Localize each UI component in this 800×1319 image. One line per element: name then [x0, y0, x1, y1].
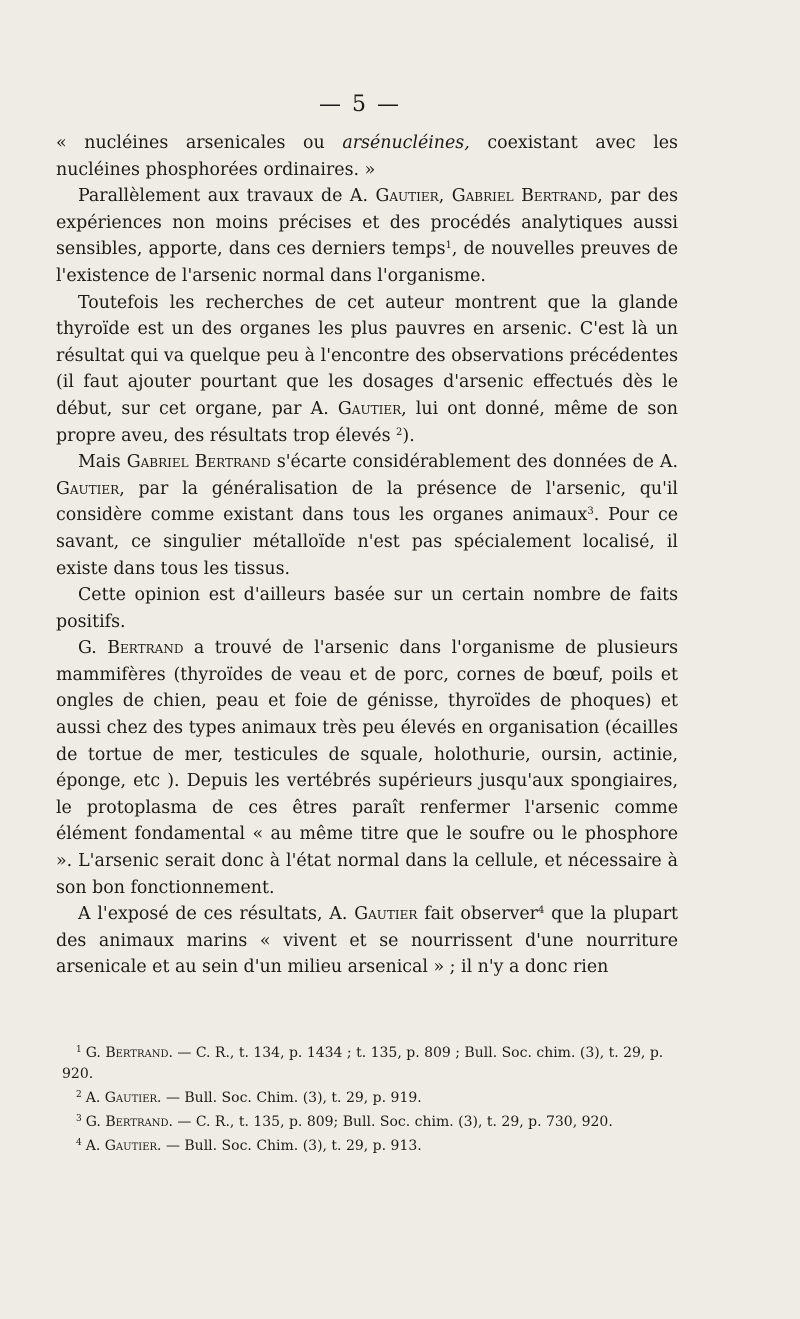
text-run: A.	[85, 1138, 105, 1154]
text-run: A l'exposé de ces résultats, A.	[78, 904, 355, 925]
text-run: Toutefois les recherches de cet auteur montrent que la glande thyroïde est un des organes les plus pauvres en arsenic. C'est là un résultat qui va quelque peu à l'encontre des observations précédentes (il faut ajouter pourtant que les dosages d'arsenic effectués dès le début, sur cet organe, par A.	[56, 292, 678, 419]
footnote	[62, 1109, 694, 1133]
footnote-number: 3	[76, 1114, 82, 1124]
text-run: . — C. R., t. 134, p. 1434 ; t. 135, p. 809 ; Bull. Soc. chim. (3), t. 29, p. 920.	[62, 1045, 664, 1082]
paragraph	[56, 290, 678, 450]
text-run: « nucléines arsenicales ou	[56, 133, 343, 153]
author-name: Gautier	[354, 904, 418, 925]
author-name: Gautier	[337, 398, 402, 419]
text-run: , de nouvelles preuves de l'existence de l'arsenic normal dans l'organisme.	[56, 239, 678, 286]
text-run: . Pour ce savant, ce singulier métalloïde n'est pas spécialement localisé, il existe dans tous les tissus.	[56, 505, 678, 579]
footnote-number: 4	[76, 1138, 82, 1148]
text-run: Cette opinion est d'ailleurs basée sur un certain nombre de faits positifs.	[56, 585, 678, 632]
paragraph	[56, 635, 678, 901]
paragraph	[56, 582, 678, 635]
footnote-ref: 1	[445, 240, 452, 252]
text-run: fait observer	[417, 904, 538, 925]
body-text	[56, 130, 678, 981]
paragraph	[56, 130, 678, 183]
author-name: Gabriel Bertrand	[126, 452, 271, 473]
text-run: . — Bull. Soc. Chim. (3), t. 29, p. 913.	[157, 1138, 422, 1154]
text-run: ).	[402, 425, 415, 446]
text-run: que la plupart des animaux marins « vivent et se nourrissent d'une nourriture arsenicale et au sein d'un milieu arsenical » ; il n'y a donc rien	[56, 904, 678, 978]
author-name: Bertrand	[107, 638, 184, 659]
text-run: coexistant avec les nucléines phosphorées ordinaires. »	[56, 133, 678, 180]
author-name: Gabriel Bertrand	[451, 186, 598, 207]
author-name: Gautier	[375, 186, 439, 207]
paragraph	[56, 901, 678, 981]
footnote-ref: 3	[587, 506, 594, 518]
author-name: Bertrand	[105, 1045, 169, 1061]
author-name: Bertrand	[105, 1114, 169, 1130]
text-run: G.	[78, 638, 108, 659]
text-run: Mais	[78, 452, 127, 473]
text-run: A.	[85, 1090, 105, 1106]
paragraph	[56, 183, 678, 289]
paragraph	[56, 449, 678, 582]
footnote	[62, 1085, 694, 1109]
text-run: G.	[85, 1114, 106, 1130]
italic-term: arsénucléines,	[342, 133, 470, 153]
footnote-number: 1	[76, 1045, 82, 1055]
text-run: . — C. R., t. 135, p. 809; Bull. Soc. chim. (3), t. 29, p. 730, 920.	[168, 1114, 613, 1130]
text-run: a trouvé de l'arsenic dans l'organisme de plusieurs mammifères (thyroïdes de veau et de porc, cornes de bœuf, poils et ongles de chien, peau et foie de génisse, thyroïdes de phoques) et aussi chez des types animaux très peu élevés en organisation (écailles de tortue de mer, testicules de squale, holothurie, oursin, actinie, éponge, etc ). Depuis les vertébrés supérieurs jusqu'aux spongiaires, le protoplasma de ces êtres paraît renfermer l'arsenic comme élément fondamental « au même titre que le soufre ou le phosphore ». L'arsenic serait donc à l'état normal dans la cellule, et nécessaire à son bon fonctionnement.	[56, 638, 679, 898]
footnote-number: 2	[76, 1090, 82, 1100]
footnote-ref: 2	[396, 426, 403, 438]
text-run: , par des expériences non moins précises et des procédés analytiques aussi sensibles, apporte, dans ces derniers temps	[56, 186, 678, 260]
footnote	[62, 1133, 694, 1157]
footnote-ref: 4	[537, 905, 545, 917]
text-run: Parallèlement aux travaux de A.	[78, 186, 376, 207]
author-name: Gautier	[104, 1138, 158, 1154]
footnote	[62, 1040, 694, 1085]
text-run: , par la généralisation de la présence de l'arsenic, qu'il considère comme existant dans tous les organes animaux	[56, 478, 678, 526]
text-run: s'écarte considérablement des données de A.	[270, 452, 678, 473]
page-number: — 5 —	[319, 92, 401, 117]
text-run: G.	[85, 1045, 106, 1061]
text-run: , lui ont donné, même de son propre aveu, des résultats trop élevés	[56, 398, 678, 446]
author-name: Gautier	[56, 478, 120, 499]
author-name: Gautier	[104, 1090, 158, 1106]
text-run: ,	[438, 186, 452, 207]
text-run: . — Bull. Soc. Chim. (3), t. 29, p. 919.	[157, 1090, 422, 1106]
footnotes	[62, 1040, 694, 1157]
